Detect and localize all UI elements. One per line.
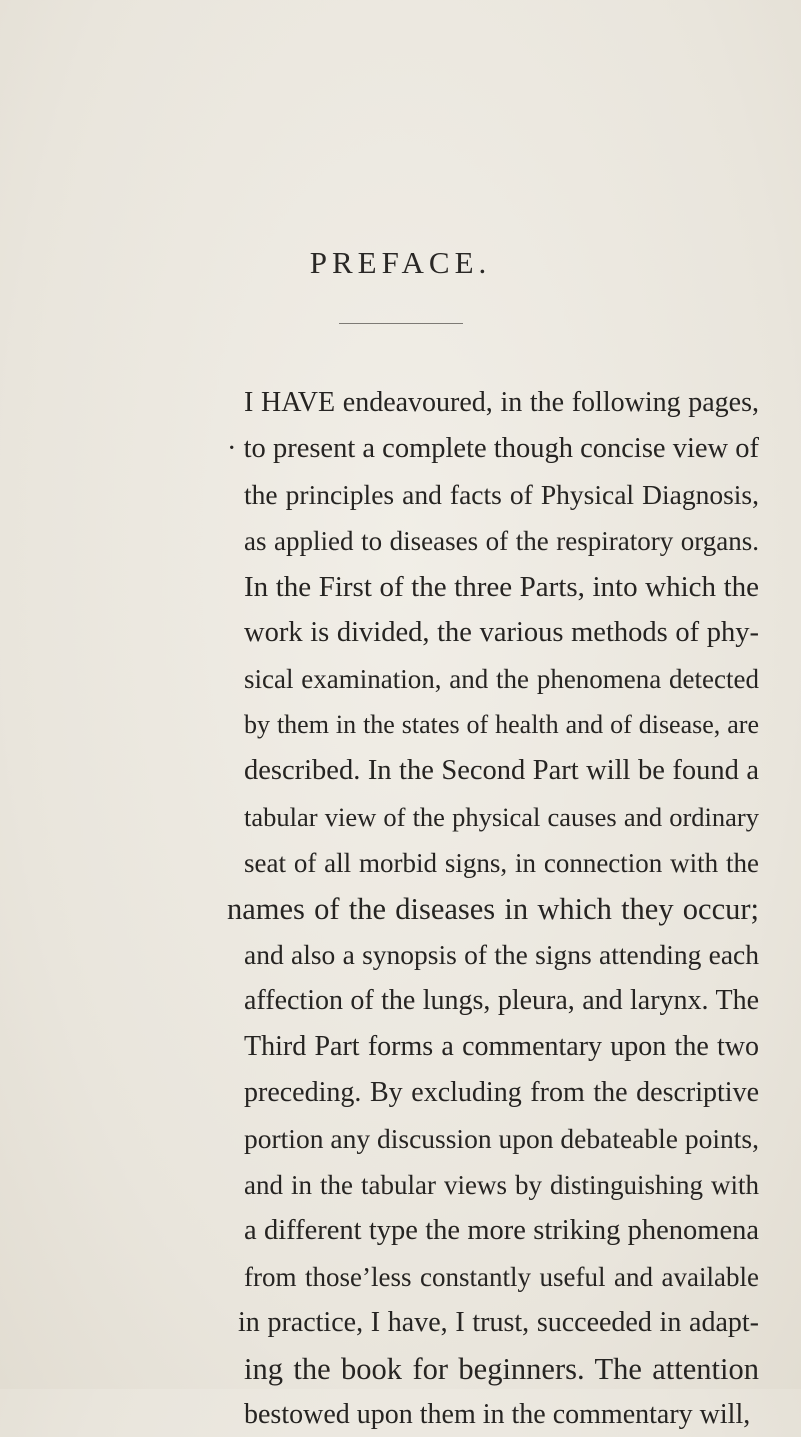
text-line: a different type the more striking phenomena [244,1215,759,1246]
text-line: and in the tabular views by distinguishing with [244,1170,759,1200]
text-line: work is divided, the various methods of phy- [244,617,759,648]
text-line: bestowed upon them in the commentary will, [244,1399,751,1430]
text-line: tabular view of the physical causes and ordinary [244,802,759,832]
text-line: names of the diseases in which they occur; [227,892,759,926]
text-line: seat of all morbid signs, in connection with the [244,848,759,878]
text-line: the principles and facts of Physical Diagnosis, [244,479,759,510]
text-line: as applied to diseases of the respiratory organs. [244,526,759,556]
text-line: by them in the states of health and of disease, are [244,710,759,739]
text-line: portion any discussion upon debateable points, [244,1123,759,1154]
title-divider [339,323,463,324]
text-line: affection of the lungs, pleura, and larynx. The [244,985,759,1016]
text-line: from those’less constantly useful and available [244,1262,759,1292]
text-line: Third Part forms a commentary upon the two [244,1031,759,1062]
text-line: described. In the Second Part will be found a [244,755,759,786]
text-line: and also a synopsis of the signs attending each [244,939,759,970]
text-line: sical examination, and the phenomena detected [244,664,759,694]
text-line: · to present a complete though concise view of [227,433,759,464]
text-line: In the First of the three Parts, into which the [244,571,759,603]
text-line: ing the book for beginners. The attention [244,1352,759,1386]
text-line: in practice, I have, I trust, succeeded in adapt- [238,1307,759,1338]
text-line: preceding. By excluding from the descriptive [244,1077,759,1108]
page-title: PREFACE. [309,245,492,280]
text-line: I HAVE endeavoured, in the following pages, [244,387,759,418]
